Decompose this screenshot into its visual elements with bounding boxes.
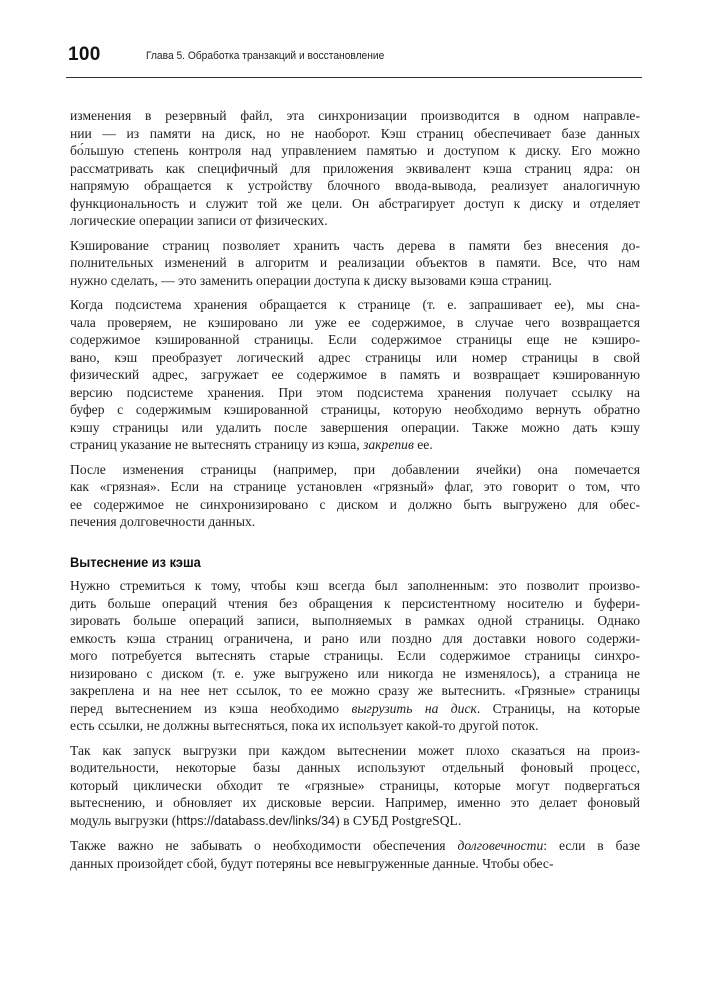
paragraph (70, 742, 640, 831)
text-line (70, 254, 640, 272)
text-run: Так как запуск выгрузки при каждом вытеснении может плохо сказаться на произ- (70, 742, 640, 758)
paragraph (70, 296, 640, 454)
text-run: страниц указание не вытеснять страницу из кэша, (70, 437, 364, 452)
section-heading: Вытеснение из кэша (70, 554, 201, 570)
text-run: нужно сделать, — это заменить операции доступа к диску вызовами кэша страниц. (70, 272, 552, 288)
text-line (70, 577, 640, 595)
text-run: : если в базе (543, 838, 640, 853)
text-line (70, 496, 640, 514)
text-run: версию подсистеме хранения. При этом подсистема хранения получает ссылку на (70, 384, 640, 400)
text-line (70, 419, 640, 437)
body-text (70, 107, 640, 879)
text-line (70, 478, 640, 496)
paragraph (70, 837, 640, 872)
text-run: бо́льшую степень контроля над управлением памятью и доступом к диску. Его можно (70, 143, 640, 158)
text-run: емкость кэша страниц ограничена, и рано или поздно для доставки нового содержи- (70, 630, 640, 646)
text-line (70, 384, 640, 402)
paragraph (70, 107, 640, 230)
text-run: печения долговечности данных. (70, 514, 256, 529)
text-line (70, 647, 640, 665)
page-header (68, 44, 656, 74)
text-line (70, 212, 640, 230)
text-line (70, 125, 640, 143)
chapter-title: Глава 5. Обработка транзакций и восстановление (146, 50, 385, 62)
text-line (70, 272, 640, 290)
text-run: кэшу страницы или удалить после завершения операции. Также можно дать кэшу (70, 419, 640, 435)
text-line (70, 331, 640, 349)
text-line (70, 812, 640, 831)
emphasis-term: закрепив (363, 437, 414, 452)
paragraph (70, 461, 640, 531)
text-run: дить больше операций чтения без обращения к персистентному носителю и буфери- (70, 595, 640, 611)
text-run: физический адрес, загружает ее содержимое в память и возвращает кэшированную (70, 367, 640, 382)
text-line (70, 177, 640, 195)
text-line (70, 461, 640, 479)
text-line (70, 612, 640, 630)
text-run: функциональность и служит той же цели. Он абстрагирует доступ к диску и отделяет (70, 195, 640, 211)
page-number: 100 (68, 44, 101, 65)
text-run: перед вытеснением из кэша необходимо (70, 700, 352, 716)
header-rule (66, 77, 642, 78)
text-line (70, 436, 640, 454)
text-line (70, 237, 640, 255)
paragraph (70, 237, 640, 290)
text-line (70, 837, 640, 855)
text-run: Кэширование страниц позволяет хранить часть дерева в памяти без внесения до- (70, 237, 640, 253)
text-run: как «грязная». Если на странице установлен «грязный» флаг, это говорит о том, что (70, 479, 640, 494)
text-line (70, 107, 640, 125)
text-run: водительности, некоторые базы данных используют отдельный фоновый процесс, (70, 760, 640, 775)
text-line (70, 142, 640, 160)
text-line (70, 794, 640, 812)
text-line (70, 160, 640, 178)
emphasis-term: выгрузить на диск (351, 700, 477, 716)
text-line (70, 682, 640, 700)
text-run: напрямую обращается к устройству блочного ввода-вывода, реализует аналогичную (70, 178, 640, 193)
text-run: который циклически обходит те «грязные» страницы, которые могут подвергаться (70, 777, 640, 793)
text-line (70, 366, 640, 384)
text-run: модуль выгрузки ( (70, 812, 177, 828)
text-run: мого потребуется вытеснять старые страницы. Если содержимое страницы синхро- (70, 648, 640, 663)
text-run: данных произойдет сбой, будут потеряны все невыгруженные данные. Чтобы обес- (70, 855, 554, 871)
text-run: буфер с содержимым кэшированной страницы, которую необходимо вернуть обратно (70, 402, 640, 417)
emphasis-term: долговечности (457, 838, 544, 853)
text-run: полнительных изменений в алгоритм и реализации объектов в памяти. Все, что нам (70, 255, 640, 270)
text-line (70, 314, 640, 332)
paragraphs-after-heading (70, 577, 640, 872)
text-run: зировать больше операций записи, выполняемых в рамках одной страницы. Однако (70, 613, 640, 628)
text-run: Нужно стремиться к тому, чтобы кэш всегда был заполненным: это позволит произво- (70, 578, 640, 593)
text-run: ) в СУБД PostgreSQL. (335, 812, 462, 828)
text-line (70, 195, 640, 213)
text-line (70, 665, 640, 683)
text-line (70, 742, 640, 760)
text-run: ее содержимое не синхронизировано с диском и должно быть выгружено для обес- (70, 496, 640, 512)
paragraph (70, 577, 640, 735)
text-line (70, 296, 640, 314)
text-run: логические операции записи от физических. (70, 213, 328, 228)
text-line (70, 349, 640, 367)
text-run: чала проверяем, не кэшировано ли уже ее содержимое, в случае чего возвращается (70, 314, 640, 330)
text-line (70, 855, 640, 873)
text-run: есть ссылки, не должны вытесняться, пока их использует какой-то другой поток. (70, 718, 539, 733)
text-run: нии — из памяти на диск, но не наоборот. Кэш страниц обеспечивает базе данных (70, 125, 640, 141)
text-run: содержимое кэшированной страницы. Если содержимое страницы еще не кэширо- (70, 332, 640, 347)
text-line (70, 595, 640, 613)
text-run: вытеснению, и обновляет их дисковые версии. Например, именно это делает фоновый (70, 795, 640, 810)
text-line (70, 777, 640, 795)
text-run: . Страницы, на которые (476, 700, 641, 716)
text-run: вано, кэш преобразует логический адрес страницы или номер страницы в свой (70, 349, 640, 365)
paragraphs-before-heading (70, 107, 640, 531)
text-run: После изменения страницы (например, при добавлении ячейки) она помечается (70, 461, 640, 477)
text-line (70, 759, 640, 777)
text-run: Также важно не забывать о необходимости обеспечения (70, 838, 458, 853)
text-run: низировано с диском (т. е. уже выгружено или никогда не изменялось), а страница не (70, 665, 640, 681)
text-line (70, 630, 640, 648)
text-run: изменения в резервный файл, эта синхронизации производится в одном направле- (70, 108, 640, 123)
text-run: Когда подсистема хранения обращается к странице (т. е. запрашивает ее), мы сна- (70, 297, 640, 312)
url-link[interactable]: https://databass.dev/links/34 (176, 813, 336, 828)
text-line (70, 700, 640, 718)
text-run: ее. (413, 437, 433, 452)
text-line (70, 401, 640, 419)
text-run: закреплена и на нее нет ссылок, то ее можно сразу же вытеснить. «Грязные» страницы (70, 683, 640, 698)
text-line (70, 513, 640, 531)
text-run: рассматривать как специфичный для приложения эквивалент кэша страниц ядра: он (70, 160, 640, 176)
text-line (70, 717, 640, 735)
